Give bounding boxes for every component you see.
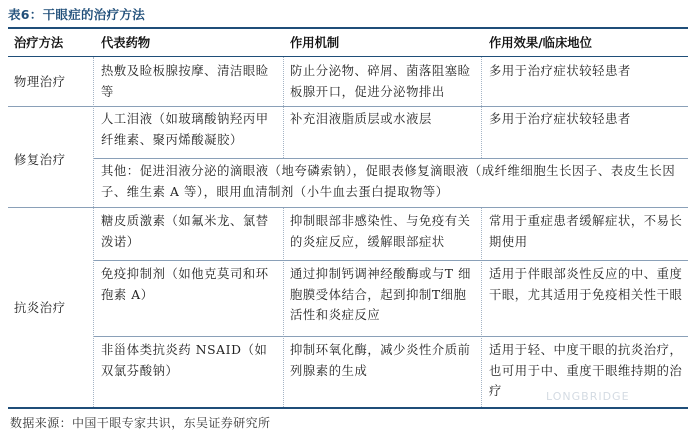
tears-drug: 人工泪液（如玻璃酸钠羟丙甲纤维素、聚丙烯酸凝胶）	[101, 112, 269, 147]
watermark: LONGBRIDGE	[546, 390, 630, 403]
steroid-mechanism: 抑制眼部非感染性、与免疫有关的炎症反应，缓解眼部症状	[290, 214, 471, 249]
header-drug: 代表药物	[101, 36, 151, 50]
group-physical: 物理治疗	[14, 75, 66, 89]
tears-mechanism: 补充泪液脂质层或水液层	[290, 112, 432, 126]
col-divider-2a	[283, 57, 284, 158]
group-anti: 抗炎治疗	[14, 301, 66, 315]
table-title: 表6：干眼症的治疗方法	[8, 7, 145, 22]
group-repair: 修复治疗	[14, 153, 66, 167]
bottom-rule	[8, 407, 688, 409]
physical-mechanism: 防止分泌物、碎屑、菌落阻塞睑板腺开口，促进分泌物排出	[290, 64, 471, 99]
header-effect: 作用效果/临床地位	[489, 36, 592, 50]
header-rule	[8, 56, 688, 57]
steroid-effect: 常用于重症患者缓解症状，不易长期使用	[489, 214, 683, 249]
row-divider-repair	[8, 207, 688, 208]
col-divider-1	[93, 57, 94, 407]
top-rule	[8, 27, 688, 29]
immuno-effect: 适用于伴眼部炎性反应的中、重度干眼，尤其适用于免疫相关性干眼	[489, 267, 683, 302]
other-remedies: 其他：促进泪液分泌的滴眼液（地夸磷索钠），促眼表修复滴眼液（成纤维细胞生长因子、表皮生长因子、维生素 A 等），眼用血清制剂（小牛血去蛋白提取物等）	[101, 164, 676, 199]
source-note: 数据来源：中国干眼专家共识，东吴证券研究所	[10, 416, 271, 430]
header-method: 治疗方法	[14, 36, 64, 50]
header-mechanism: 作用机制	[290, 36, 340, 50]
row-divider-tears	[94, 158, 688, 159]
tears-effect: 多用于治疗症状较轻患者	[489, 112, 631, 126]
nsaid-mechanism: 抑制环氧化酶，减少炎性介质前列腺素的生成	[290, 343, 471, 378]
col-divider-3a	[481, 57, 482, 158]
physical-drug: 热敷及睑板腺按摩、清洁眼睑等	[101, 64, 269, 99]
col-divider-2b	[283, 207, 284, 407]
nsaid-drug: 非甾体类抗炎药 NSAID（如双氯芬酸钠）	[101, 343, 268, 378]
immuno-mechanism: 通过抑制钙调神经酸酶或与T 细胞膜受体结合，起到抑制T细胞活性和炎症反应	[290, 267, 471, 322]
row-divider-immuno	[94, 336, 688, 337]
steroid-drug: 糖皮质激素（如氟米龙、氯替泼诺）	[101, 214, 269, 249]
immuno-drug: 免疫抑制剂（如他克莫司和环孢素 A）	[101, 267, 269, 302]
col-divider-3b	[481, 207, 482, 407]
row-divider-steroid	[94, 260, 688, 261]
nsaid-effect: 适用于轻、中度干眼的抗炎治疗，也可用于中、重度干眼维持期的治疗	[489, 343, 683, 398]
physical-effect: 多用于治疗症状较轻患者	[489, 64, 631, 78]
row-divider-physical	[8, 106, 688, 107]
